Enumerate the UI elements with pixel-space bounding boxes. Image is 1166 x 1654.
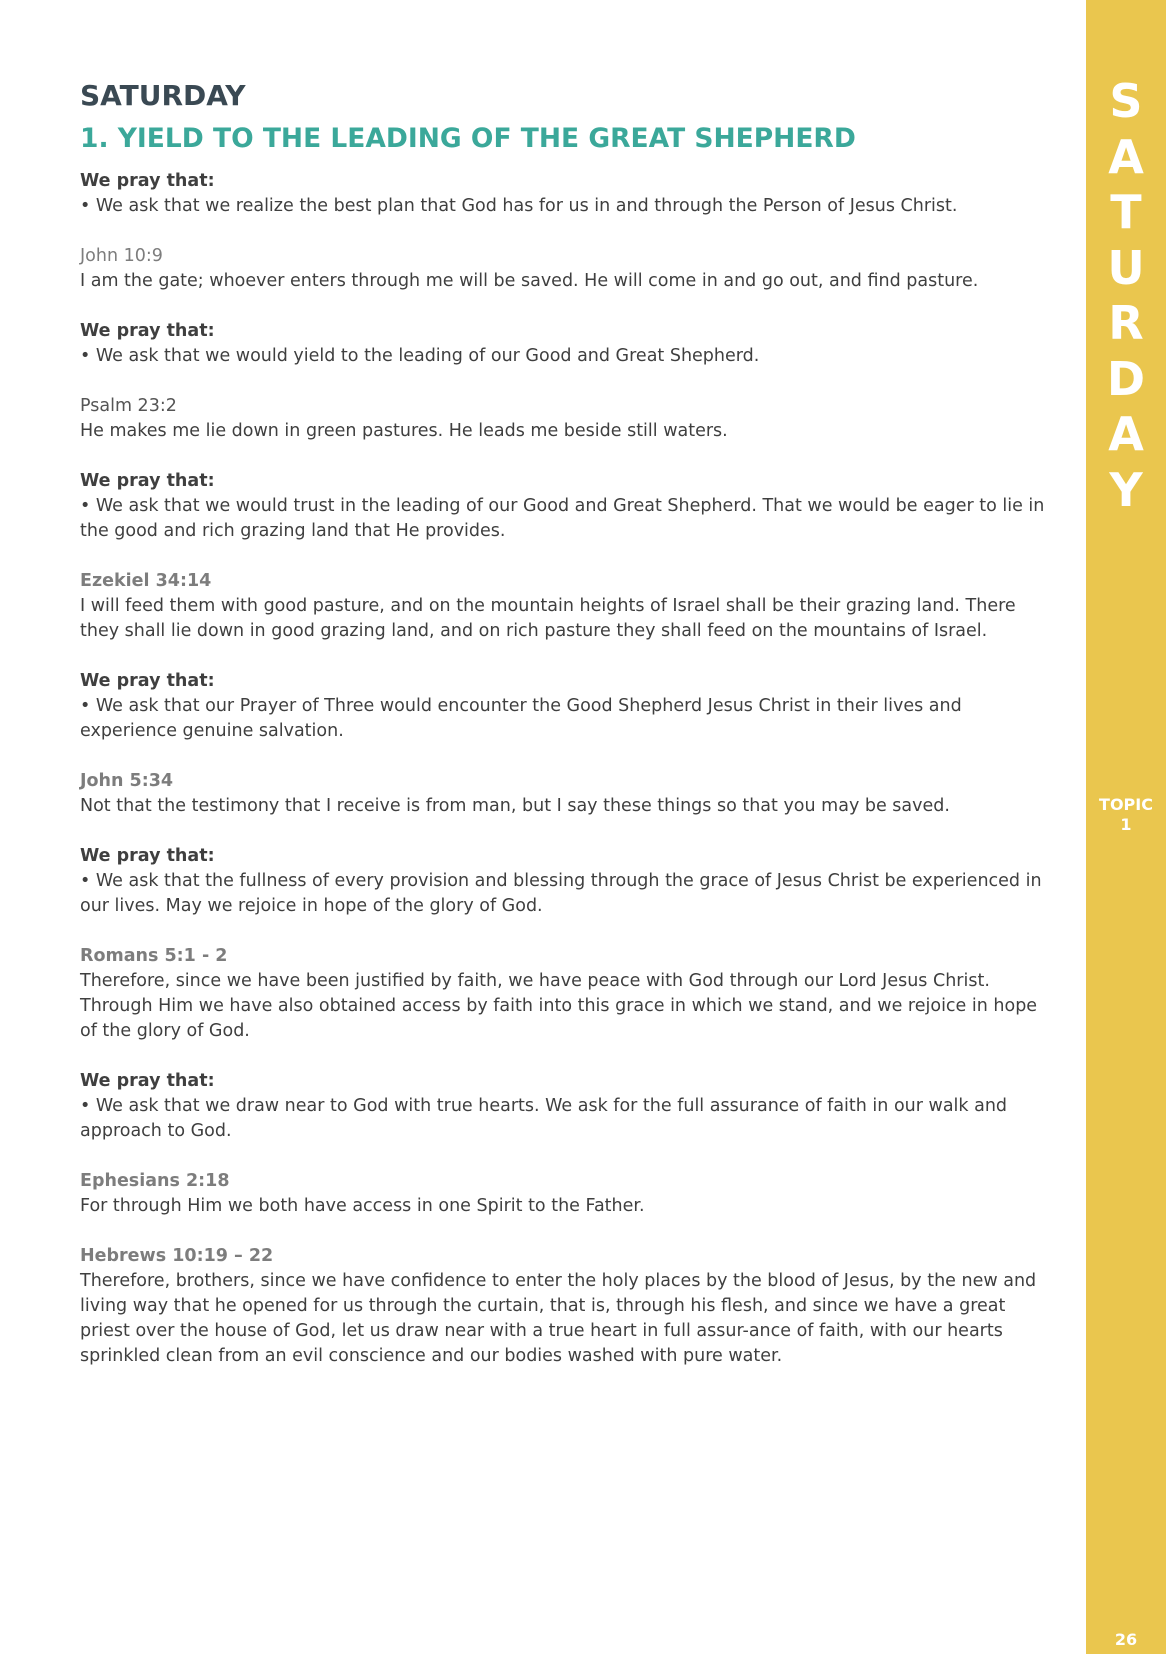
- scripture-block: [80, 769, 1055, 819]
- prayer-text: • We ask that we draw near to God with true hearts. We ask for the full assurance of faith in our walk and approach to God.: [80, 1096, 1008, 1141]
- vertical-letter: D: [1106, 351, 1146, 406]
- prayer-label: We pray that:: [80, 321, 215, 341]
- scripture-reference: Psalm 23:2: [80, 396, 177, 416]
- prayer-text: • We ask that the fullness of every provision and blessing through the grace of Jesus Christ be experienced in our lives. May we rejoice in hope of the glory of God.: [80, 871, 1042, 916]
- scripture-reference: Romans 5:1 - 2: [80, 946, 228, 966]
- section-title: 1. YIELD TO THE LEADING OF THE GREAT SHEPHERD: [80, 123, 856, 154]
- prayer-label: We pray that:: [80, 171, 215, 191]
- main-content: [80, 78, 1055, 1394]
- topic-label: [1086, 795, 1166, 835]
- topic-label-text: TOPIC: [1099, 795, 1153, 814]
- vertical-letter: S: [1109, 74, 1143, 128]
- vertical-letter: U: [1107, 240, 1145, 295]
- scripture-text: He makes me lie down in green pastures. He leads me beside still waters.: [80, 421, 728, 441]
- prayer-block: [80, 1069, 1055, 1144]
- page-title: SATURDAY: [80, 79, 246, 112]
- prayer-label: We pray that:: [80, 471, 215, 491]
- scripture-block: [80, 1169, 1055, 1219]
- prayer-block: [80, 169, 1055, 219]
- scripture-reference: John 5:34: [80, 771, 174, 791]
- scripture-reference: John 10:9: [80, 246, 163, 266]
- prayer-text: • We ask that we would yield to the leading of our Good and Great Shepherd.: [80, 346, 760, 366]
- prayer-text: • We ask that our Prayer of Three would encounter the Good Shepherd Jesus Christ in their lives and experience genuine salvation.: [80, 696, 962, 741]
- scripture-block: [80, 244, 1055, 294]
- prayer-label: We pray that:: [80, 1071, 215, 1091]
- vertical-letter: T: [1110, 185, 1142, 239]
- scripture-reference: Hebrews 10:19 – 22: [80, 1246, 274, 1266]
- sidebar-band: [1086, 0, 1166, 1654]
- scripture-block: [80, 569, 1055, 644]
- prayer-block: [80, 469, 1055, 544]
- scripture-text: Not that the testimony that I receive is from man, but I say these things so that you may be saved.: [80, 796, 950, 816]
- prayer-block: [80, 319, 1055, 369]
- topic-number: 1: [1120, 815, 1132, 834]
- scripture-reference: Ezekiel 34:14: [80, 571, 212, 591]
- scripture-text: For through Him we both have access in one Spirit to the Father.: [80, 1196, 645, 1216]
- prayer-label: We pray that:: [80, 846, 215, 866]
- scripture-text: I will feed them with good pasture, and on the mountain heights of Israel shall be their grazing land. There they shall lie down in good grazing land, and on rich pasture they shall feed on the mountains of Israel.: [80, 596, 1016, 641]
- scripture-block: [80, 944, 1055, 1044]
- scripture-text: Therefore, brothers, since we have confidence to enter the holy places by the blood of Jesus, by the new and living way that he opened for us through the curtain, that is, through his flesh, and since we have a great priest over the house of God, let us draw near with a true heart in full assur-ance of faith, with our hearts sprinkled clean from an evil conscience and our bodies washed with pure water.: [80, 1271, 1037, 1366]
- prayer-block: [80, 844, 1055, 919]
- prayer-list: [80, 169, 1055, 1369]
- scripture-text: I am the gate; whoever enters through me will be saved. He will come in and go out, and find pasture.: [80, 271, 979, 291]
- vertical-letter: R: [1108, 296, 1144, 350]
- prayer-label: We pray that:: [80, 671, 215, 691]
- prayer-block: [80, 669, 1055, 744]
- scripture-reference: Ephesians 2:18: [80, 1171, 230, 1191]
- page-number: 26: [1114, 1630, 1138, 1649]
- vertical-letter: Y: [1109, 462, 1143, 517]
- scripture-block: [80, 394, 1055, 444]
- vertical-day-label: [1086, 74, 1166, 518]
- scripture-block: [80, 1244, 1055, 1369]
- scripture-text: Therefore, since we have been justified by faith, we have peace with God through our Lord Jesus Christ. Through Him we have also obtained access by faith into this grace in which we stand, and we rejoice in hope of the glory of God.: [80, 971, 1038, 1041]
- vertical-letter: A: [1108, 407, 1144, 461]
- prayer-text: • We ask that we realize the best plan that God has for us in and through the Person of Jesus Christ.: [80, 196, 958, 216]
- prayer-text: • We ask that we would trust in the leading of our Good and Great Shepherd. That we would be eager to lie in the good and rich grazing land that He provides.: [80, 496, 1045, 541]
- vertical-letter: A: [1108, 129, 1144, 184]
